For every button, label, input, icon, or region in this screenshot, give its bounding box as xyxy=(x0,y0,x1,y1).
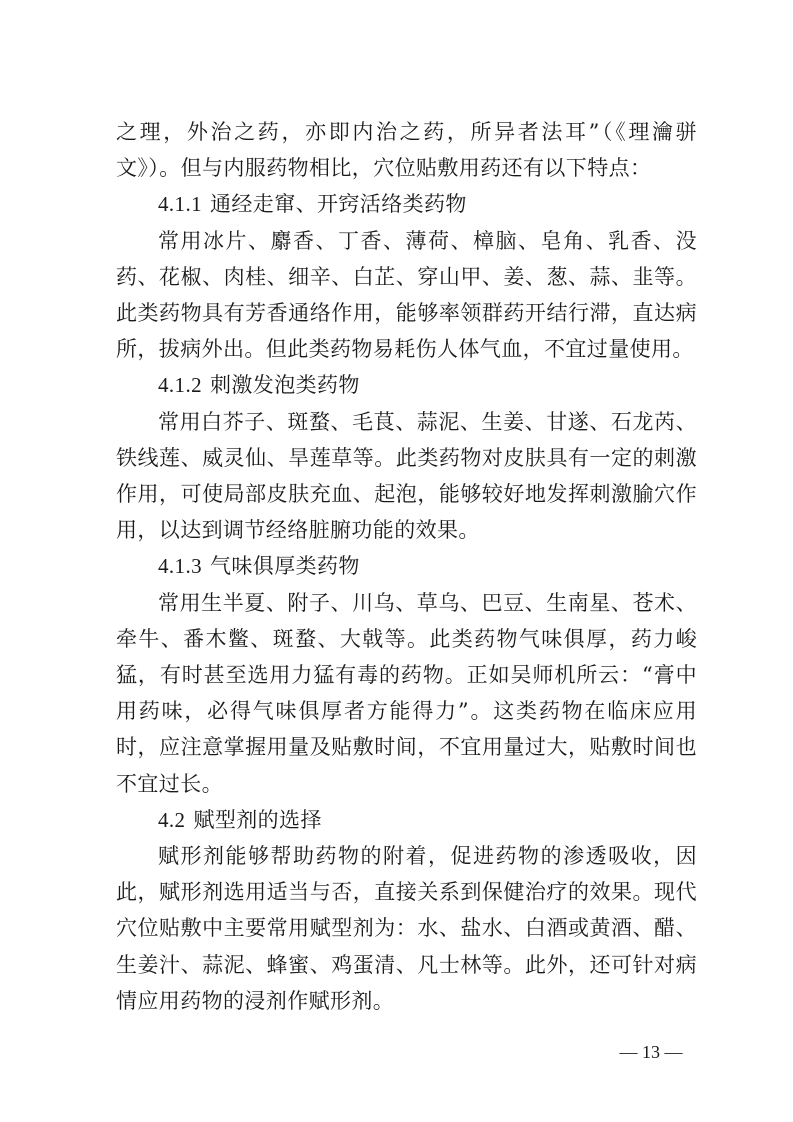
paragraph-4-1-1: 常用冰片、麝香、丁香、薄荷、樟脑、皂角、乳香、没药、花椒、肉桂、细辛、白芷、穿山甲、姜、葱、蒜、韭等。此类药物具有芳香通络作用，能够率领群药开结行滞，直达病所，拔病外出。但此类药物易耗伤人体气血，不宜过量使用。 xyxy=(116,228,697,362)
section-number: 4.1.2 xyxy=(158,373,202,398)
section-heading-4-1-1 xyxy=(116,186,697,222)
section-heading-4-2 xyxy=(116,802,697,838)
section-number: 4.1.1 xyxy=(158,192,202,217)
paragraph-4-2: 赋形剂能够帮助药物的附着，促进药物的渗透吸收，因此，赋形剂选用适当与否，直接关系到保健治疗的效果。现代穴位贴敷中主要常用赋型剂为：水、盐水、白酒或黄酒、醋、生姜汁、蒜泥、蜂蜜、鸡蛋清、凡士林等。此外，还可针对病情应用药物的浸剂作赋形剂。 xyxy=(116,844,697,1013)
section-number: 4.1.3 xyxy=(158,554,202,579)
section-title: 气味俱厚类药物 xyxy=(210,554,360,579)
page-number: — 13 — xyxy=(619,1042,683,1062)
paragraph-4-1-3: 常用生半夏、附子、川乌、草乌、巴豆、生南星、苍术、牵牛、番木鳖、斑蝥、大戟等。此类药物气味俱厚，药力峻猛，有时甚至选用力猛有毒的药物。正如吴师机所云：“膏中用药味，必得气味俱厚者方能得力”。这类药物在临床应用时，应注意掌握用量及贴敷时间，不宜用量过大，贴敷时间也不宜过长。 xyxy=(116,590,697,796)
section-number: 4.2 xyxy=(158,807,186,832)
paragraph-intro: 之理，外治之药，亦即内治之药，所异者法耳”（《理瀹骈文》）。但与内服药物相比，穴位贴敷用药还有以下特点： xyxy=(116,120,697,181)
section-title: 赋型剂的选择 xyxy=(193,807,322,832)
section-title: 刺激发泡类药物 xyxy=(210,373,360,398)
section-heading-4-1-3 xyxy=(116,548,697,584)
body-text xyxy=(116,114,697,1019)
paragraph-4-1-2: 常用白芥子、斑蝥、毛茛、蒜泥、生姜、甘遂、石龙芮、铁线莲、威灵仙、旱莲草等。此类药物对皮肤具有一定的刺激作用，可使局部皮肤充血、起泡，能够较好地发挥刺激腧穴作用，以达到调节经络脏腑功能的效果。 xyxy=(116,409,697,543)
section-title: 通经走窜、开窍活络类药物 xyxy=(210,192,467,217)
section-heading-4-1-2 xyxy=(116,367,697,403)
